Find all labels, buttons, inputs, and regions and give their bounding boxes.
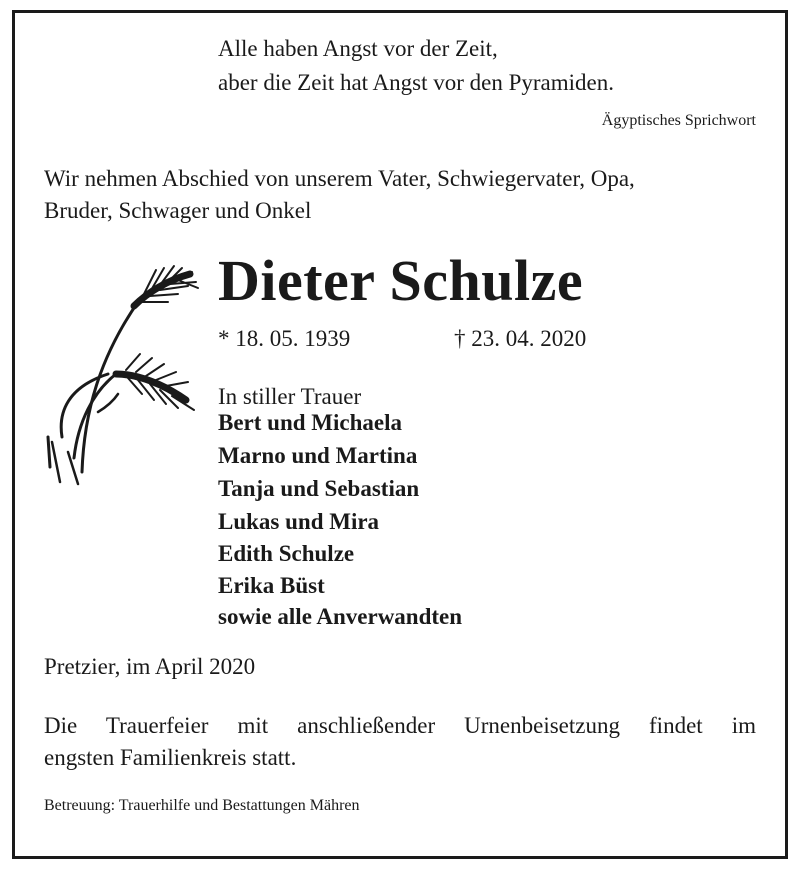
deceased-name: Dieter Schulze [218,248,584,313]
place-and-date: Pretzier, im April 2020 [44,654,256,679]
funeral-notice-line-1: Die Trauerfeier mit anschließender Urnenbeisetzung findet im [44,713,756,738]
motto-source: Ägyptisches Sprichwort [601,112,756,129]
mourner-name: Bert und Michaela [218,410,402,435]
mourner-name: Edith Schulze [218,541,355,566]
mourner-name: sowie alle Anverwandten [218,604,463,629]
birth-date: * 18. 05. 1939 [218,326,351,351]
funeral-home-credit: Betreuung: Trauerhilfe und Bestattungen Mähren [44,797,360,814]
intro-line-1: Wir nehmen Abschied von unserem Vater, Schwiegervater, Opa, [44,166,635,191]
motto-line-2: aber die Zeit hat Angst vor den Pyramiden. [218,70,615,95]
mourner-name: Marno und Martina [218,443,418,468]
funeral-notice [44,710,756,774]
motto-line-1: Alle haben Angst vor der Zeit, [218,36,498,61]
wheat-ears-icon [38,262,200,492]
life-dates [218,326,587,352]
death-date: † 23. 04. 2020 [454,326,587,351]
intro-line-2: Bruder, Schwager und Onkel [44,198,312,223]
mourner-name: Tanja und Sebastian [218,476,420,501]
mourner-name: Lukas und Mira [218,509,380,534]
mourner-name: Erika Büst [218,573,325,598]
funeral-notice-line-2: engsten Familienkreis statt. [44,745,297,770]
mourners-heading: In stiller Trauer [218,384,362,409]
